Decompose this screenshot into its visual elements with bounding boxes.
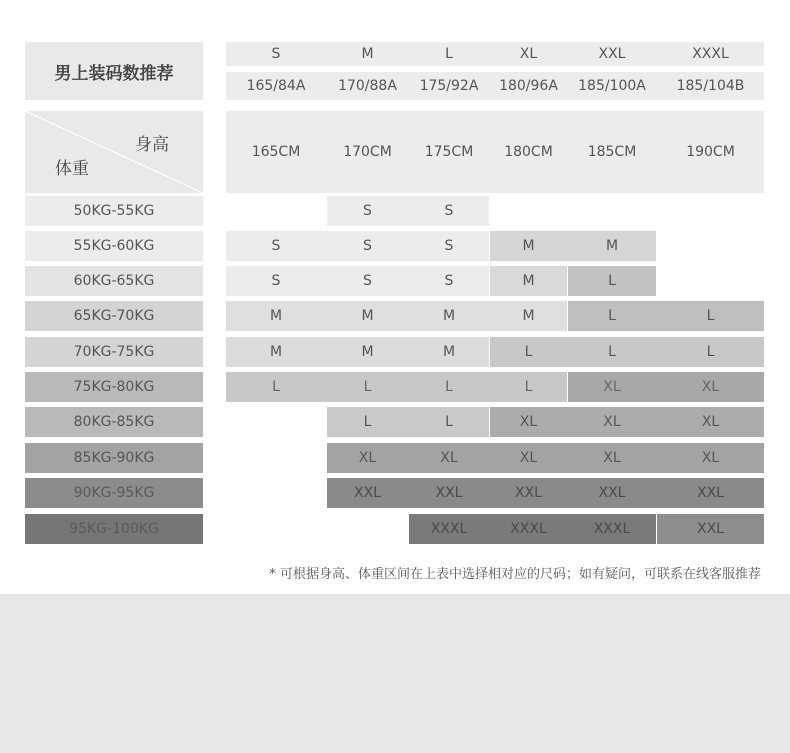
- size-recommendation-cell: L: [524, 379, 533, 395]
- size-recommendation-cell: L: [445, 414, 453, 430]
- size-recommendation-cell: XL: [603, 379, 621, 395]
- size-label: S: [271, 46, 281, 62]
- size-recommendation-cell: S: [363, 203, 372, 219]
- weight-axis-label: 体重: [55, 159, 89, 179]
- diagonal-line: [25, 111, 203, 193]
- weight-range-label: 55KG-60KG: [25, 231, 203, 261]
- size-recommendation-cell: S: [271, 273, 281, 289]
- footer-background: [0, 594, 790, 753]
- size-recommendation-cell: XXL: [697, 521, 724, 537]
- size-recommendation-cell: L: [608, 308, 616, 324]
- size-label: XL: [519, 46, 538, 62]
- weight-range-label: 80KG-85KG: [25, 407, 203, 437]
- size-recommendation-cell: L: [608, 344, 616, 360]
- size-recommendation-cell: XXL: [354, 485, 381, 501]
- weight-range-label: 50KG-55KG: [25, 196, 203, 226]
- size-recommendation-cell: S: [363, 273, 372, 289]
- diagonal-header-cell: [25, 111, 203, 193]
- size-recommendation-cell: XL: [519, 414, 538, 430]
- spec-label: 165/84A: [246, 78, 306, 94]
- size-recommendation-cell: M: [442, 344, 456, 360]
- weight-range-label: 85KG-90KG: [25, 443, 203, 473]
- height-label: 175CM: [424, 144, 474, 160]
- height-axis-label: 身高: [135, 135, 169, 155]
- height-label: 170CM: [343, 144, 392, 160]
- weight-range-label: 60KG-65KG: [25, 266, 203, 296]
- size-recommendation-cell: XL: [358, 450, 377, 466]
- size-recommendation-cell: L: [706, 308, 715, 324]
- size-recommendation-cell: M: [605, 238, 619, 254]
- height-label: 180CM: [504, 144, 553, 160]
- weight-range-label: 95KG-100KG: [25, 514, 203, 544]
- footnote: * 可根据身高、体重区间在上表中选择相对应的尺码；如有疑问，可联系在线客服推荐: [269, 567, 761, 582]
- size-recommendation-cell: XL: [701, 450, 720, 466]
- size-recommendation-cell: M: [361, 308, 374, 324]
- size-recommendation-cell: XXL: [435, 485, 463, 501]
- size-recommendation-cell: M: [522, 308, 535, 324]
- size-label: XXXL: [692, 46, 729, 62]
- size-recommendation-cell: XXL: [598, 485, 626, 501]
- size-recommendation-cell: XL: [603, 450, 621, 466]
- size-label: M: [361, 46, 374, 62]
- size-recommendation-cell: S: [271, 238, 281, 254]
- spec-label: 185/104B: [676, 78, 745, 94]
- size-label: L: [445, 46, 453, 62]
- spec-label: 185/100A: [578, 78, 646, 94]
- size-recommendation-cell: L: [706, 344, 715, 360]
- size-recommendation-cell: XXL: [697, 485, 724, 501]
- size-recommendation-cell: L: [608, 273, 616, 289]
- chart-title: 男上装码数推荐: [25, 42, 203, 100]
- height-label: 190CM: [686, 144, 735, 160]
- spec-label: 170/88A: [338, 78, 397, 94]
- height-label: 185CM: [587, 144, 637, 160]
- size-recommendation-cell: XL: [701, 414, 720, 430]
- size-recommendation-cell: M: [522, 273, 535, 289]
- height-label: 165CM: [251, 144, 301, 160]
- size-recommendation-cell: XL: [440, 450, 458, 466]
- size-recommendation-cell: M: [442, 308, 456, 324]
- weight-range-label: 70KG-75KG: [25, 337, 203, 367]
- weight-range-label: 90KG-95KG: [25, 478, 203, 508]
- size-recommendation-cell: XXXL: [430, 521, 468, 537]
- size-recommendation-cell: XL: [603, 414, 621, 430]
- size-recommendation-cell: XXXL: [593, 521, 631, 537]
- size-recommendation-cell: L: [363, 414, 372, 430]
- size-recommendation-cell: M: [361, 344, 374, 360]
- weight-range-label: 65KG-70KG: [25, 301, 203, 331]
- size-recommendation-cell: S: [444, 203, 454, 219]
- size-recommendation-cell: M: [269, 344, 283, 360]
- size-recommendation-cell: M: [269, 308, 283, 324]
- size-recommendation-cell: XXL: [515, 485, 542, 501]
- spec-label: 180/96A: [499, 78, 558, 94]
- size-recommendation-cell: XL: [701, 379, 720, 395]
- size-label: XXL: [598, 46, 626, 62]
- spec-label: 175/92A: [419, 78, 479, 94]
- size-recommendation-cell: S: [444, 273, 454, 289]
- weight-range-label: 75KG-80KG: [25, 372, 203, 402]
- size-recommendation-cell: XXXL: [510, 521, 547, 537]
- size-recommendation-cell: XL: [519, 450, 538, 466]
- size-recommendation-cell: S: [363, 238, 372, 254]
- size-recommendation-cell: M: [522, 238, 535, 254]
- size-recommendation-cell: S: [444, 238, 454, 254]
- size-recommendation-cell: L: [363, 379, 372, 395]
- size-recommendation-cell: L: [272, 379, 280, 395]
- size-recommendation-cell: L: [524, 344, 533, 360]
- size-recommendation-cell: L: [445, 379, 453, 395]
